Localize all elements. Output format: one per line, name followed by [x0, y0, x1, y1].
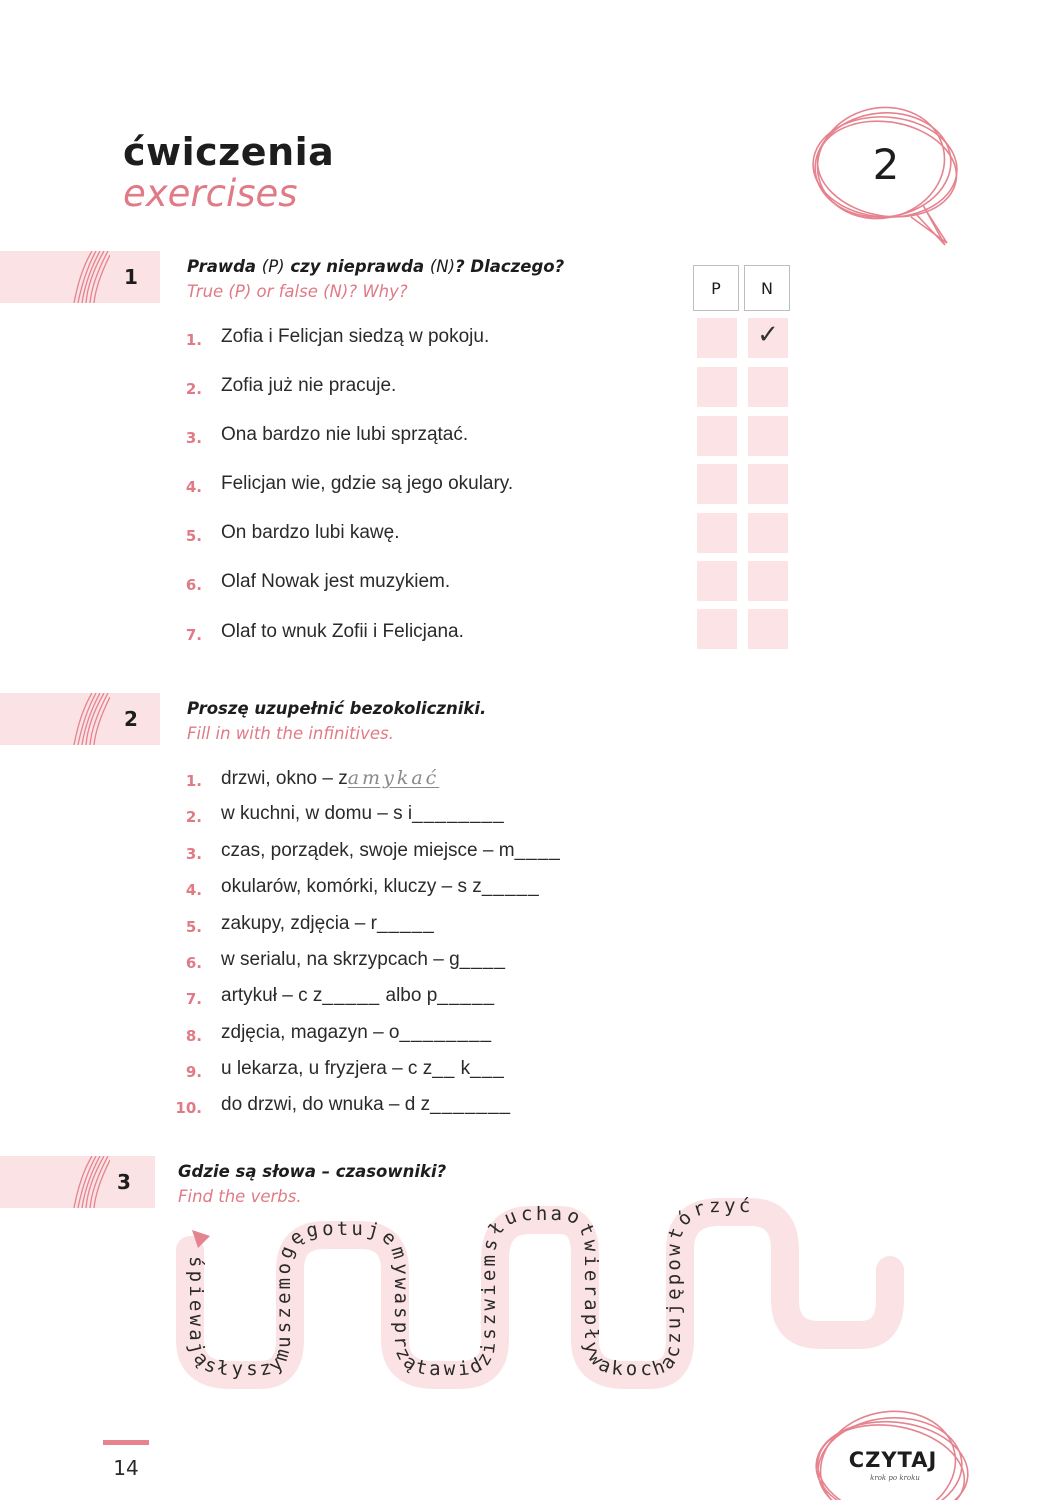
statement-text: Zofia już nie pracuje.	[221, 375, 397, 396]
logo-tagline: krok po kroku	[870, 1474, 920, 1482]
exercise-instruction-en: Find the verbs.	[178, 1187, 302, 1206]
answer-box-p[interactable]	[697, 318, 737, 358]
item-number: 7.	[185, 626, 202, 644]
scribble-icon	[70, 1156, 110, 1208]
exercise-instruction-en: True (P) or false (N)? Why?	[187, 282, 408, 301]
statement-text: Olaf to wnuk Zofii i Felicjana.	[221, 621, 464, 642]
answer-blank[interactable]: _______	[430, 1094, 512, 1115]
fill-in-item: okularów, komórki, kluczy – s z_____	[221, 876, 540, 897]
answer-box-n[interactable]	[748, 464, 788, 504]
item-number: 4.	[185, 881, 202, 899]
item-number: 2.	[185, 380, 202, 398]
chapter-number: 2	[872, 140, 900, 189]
answer-box-n[interactable]	[748, 367, 788, 407]
answer-box-p[interactable]	[697, 609, 737, 649]
fill-in-item: drzwi, okno – zamykać	[221, 767, 440, 789]
fill-in-item: czas, porządek, swoje miejsce – m____	[221, 840, 561, 861]
answer-blank[interactable]: _____	[437, 985, 496, 1006]
answer-box-n[interactable]	[748, 561, 788, 601]
item-number: 6.	[185, 576, 202, 594]
handwritten-answer[interactable]: amykać	[347, 767, 440, 789]
fill-in-item: artykuł – c z_____ albo p_____	[221, 985, 496, 1006]
item-number: 5.	[185, 527, 202, 545]
page-subtitle: exercises	[123, 172, 298, 215]
fill-in-item: w serialu, na skrzypcach – g____	[221, 949, 506, 970]
item-number: 7.	[185, 990, 202, 1008]
item-number: 10.	[175, 1099, 202, 1117]
answer-blank[interactable]: ________	[399, 1022, 493, 1043]
statement-text: On bardzo lubi kawę.	[221, 522, 400, 543]
answer-box-p[interactable]	[697, 416, 737, 456]
page-number-accent	[103, 1440, 149, 1445]
item-number: 4.	[185, 478, 202, 496]
answer-blank[interactable]: _____	[481, 876, 540, 897]
letter-chain: śpiewająsłyszymuszemogęgotujemywasprzątawidziszwiemsłuchaotwierapływakochaczujępowtórzyć	[184, 1194, 754, 1381]
answer-blank[interactable]: ____	[514, 840, 561, 861]
item-number: 1.	[185, 772, 202, 790]
answer-blank[interactable]: _____	[322, 985, 381, 1006]
exercise-instruction-pl: Gdzie są słowa – czasowniki?	[178, 1162, 447, 1181]
fill-in-item: u lekarza, u fryzjera – c z__ k___	[221, 1058, 505, 1079]
answer-box-n[interactable]	[748, 416, 788, 456]
answer-box-p[interactable]	[697, 464, 737, 504]
statement-text: Olaf Nowak jest muzykiem.	[221, 571, 451, 592]
exercise-number: 1	[124, 265, 138, 289]
answer-blank[interactable]: ____	[459, 949, 506, 970]
page-title: ćwiczenia	[123, 130, 335, 174]
scribble-icon	[70, 693, 110, 745]
statement-text: Felicjan wie, gdzie są jego okulary.	[221, 473, 514, 494]
answer-blank[interactable]: __	[432, 1058, 456, 1079]
answer-blank[interactable]: _____	[376, 913, 435, 934]
exercise-number: 2	[124, 707, 138, 731]
fill-in-item: do drzwi, do wnuka – d z_______	[221, 1094, 512, 1115]
fill-in-item: zdjęcia, magazyn – o________	[221, 1022, 493, 1043]
column-header-p: P	[693, 265, 739, 311]
answer-box-p[interactable]	[697, 561, 737, 601]
answer-box-p[interactable]	[697, 513, 737, 553]
word-snake	[160, 1190, 920, 1400]
item-number: 3.	[185, 845, 202, 863]
page-number: 14	[113, 1456, 139, 1480]
item-number: 8.	[185, 1027, 202, 1045]
item-number: 3.	[185, 429, 202, 447]
exercise-number: 3	[117, 1170, 131, 1194]
exercise-instruction-en: Fill in with the infinitives.	[187, 724, 394, 743]
answer-box-p[interactable]	[697, 367, 737, 407]
fill-in-item: w kuchni, w domu – s i________	[221, 803, 505, 824]
answer-blank[interactable]: ________	[412, 803, 505, 824]
column-header-n: N	[744, 265, 790, 311]
item-number: 5.	[185, 918, 202, 936]
answer-box-n[interactable]	[748, 609, 788, 649]
statement-text: Zofia i Felicjan siedzą w pokoju.	[221, 326, 490, 347]
item-number: 2.	[185, 808, 202, 826]
exercise-instruction-pl: Prawda (P) czy nieprawda (N)? Dlaczego?	[187, 257, 565, 276]
answer-blank[interactable]: ___	[470, 1058, 505, 1079]
item-number: 1.	[185, 331, 202, 349]
exercise-instruction-pl: Proszę uzupełnić bezokoliczniki.	[187, 699, 487, 718]
statement-text: Ona bardzo nie lubi sprzątać.	[221, 424, 469, 445]
logo: CZYTAJ	[848, 1448, 938, 1472]
answer-box-n[interactable]	[748, 513, 788, 553]
item-number: 6.	[185, 954, 202, 972]
check-mark-icon: ✓	[757, 320, 779, 350]
scribble-icon	[70, 251, 110, 303]
fill-in-item: zakupy, zdjęcia – r_____	[221, 913, 435, 934]
item-number: 9.	[185, 1063, 202, 1081]
